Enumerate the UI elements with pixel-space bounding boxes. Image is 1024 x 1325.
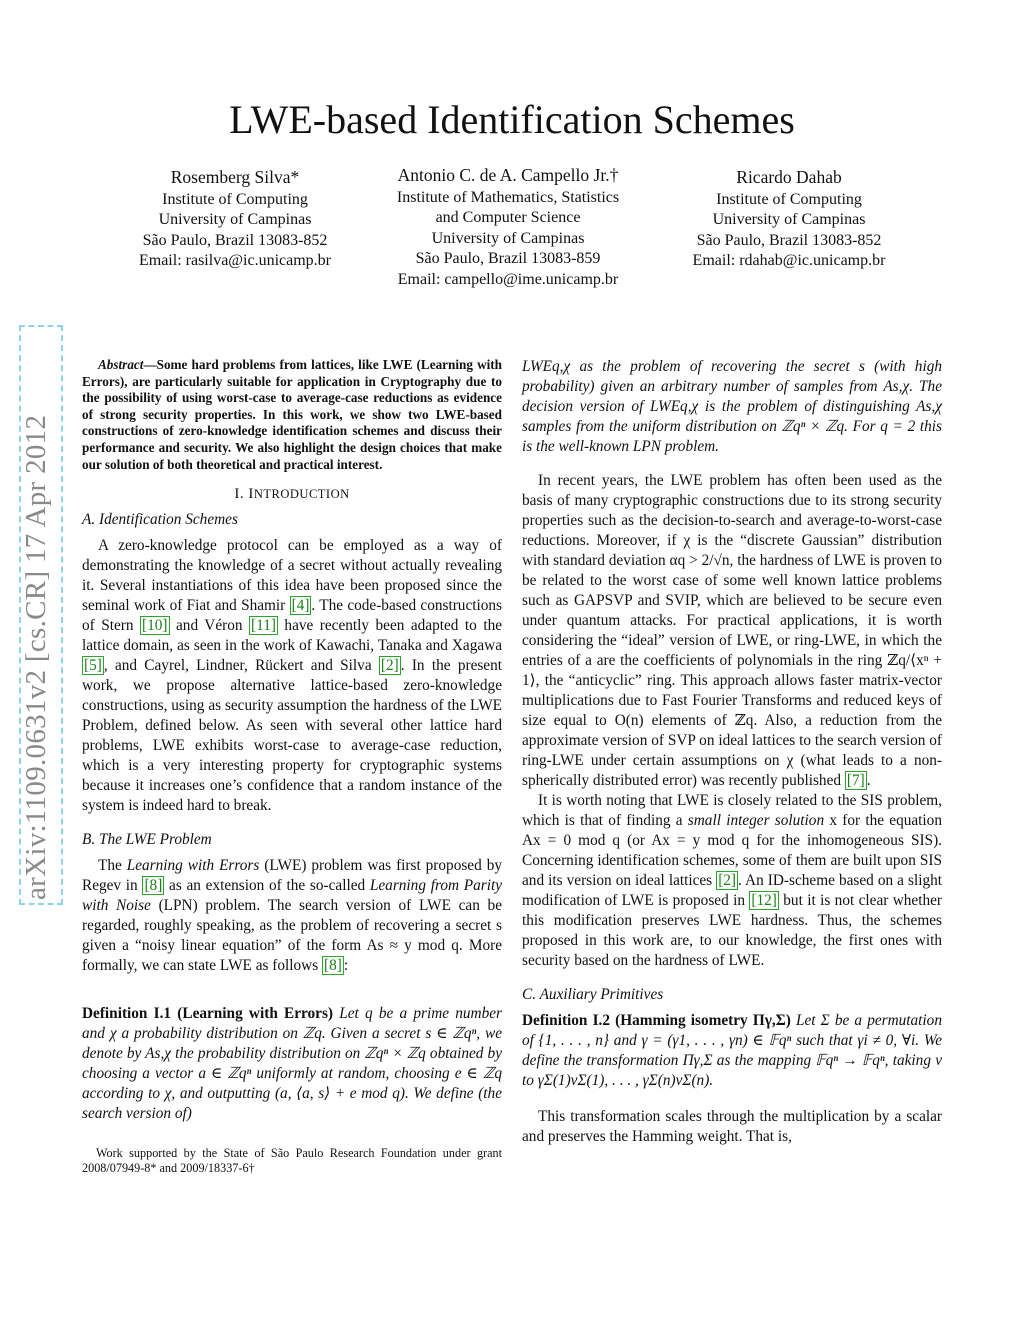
citation-link[interactable]: [11] bbox=[251, 617, 276, 635]
citation-link[interactable]: [12] bbox=[751, 892, 777, 909]
author-affiliation: Institute of Computing bbox=[716, 190, 862, 208]
text-italic: Learning from Parity with Noise bbox=[82, 877, 502, 915]
right-column bbox=[522, 357, 942, 1147]
text-run: : bbox=[343, 957, 349, 975]
text-run: In recent years, the LWE problem has often been used as the basis of many cryptographic constructions due to its strong security properties such as the decision-to-search and average-to-worst-case reductions. Moreover, if χ is the “discrete Gaussian” distribution with standard deviation αq > 2/√n, the hardness of LWE is proven to be related to the worst case of some well known lattice problems such as GAPSVP and SVIP, which are believed to be secure even under quantum attacks. For practical applications, it is worth considering the “ideal” version of LWE, or ring-LWE, in which the entries of a are the coefficients of polynomials in the ring ℤq/⟨xⁿ + 1⟩, the “anticyclic” ring. This approach allows faster matrix-vector multiplications due to Fast Fourier Transforms and reduced keys of size equal to O(n) elements of ℤq. Also, a reduction from the approximate version of SVP on ideal lattices to the search version of ring-LWE under certain assumptions on χ (what leads to a non-spherically distributed error) was recently published bbox=[522, 472, 942, 789]
definition-body: Let Σ be a permutation of {1, . . . , n} and γ = (γ1, . . . , γn) ∈ 𝔽qⁿ such that γi ≠ 0, ∀i. We define the transformation Πγ,Σ as the mapping 𝔽qⁿ → 𝔽qⁿ, taking v to γΣ(1)vΣ(1), . . . , γΣ(n)vΣ(n). bbox=[522, 1012, 942, 1089]
paragraph-lwe-problem bbox=[82, 856, 502, 976]
author-name: Rosemberg Silva* bbox=[170, 167, 300, 187]
left-column bbox=[82, 357, 502, 1176]
author-block-3 bbox=[676, 167, 902, 272]
paragraph-lwe-recent bbox=[522, 471, 942, 791]
text-italic: Learning with Errors bbox=[126, 857, 260, 875]
definition-lwe bbox=[82, 1004, 502, 1124]
text-run: . bbox=[866, 772, 871, 789]
citation-link[interactable]: [5] bbox=[84, 657, 102, 675]
abstract-lead: Abstract bbox=[98, 357, 144, 372]
text-run: x for the equation Ax = 0 mod q (or Ax = y mod q for the inhomogeneous SIS). Concerning identification schemes, some of them are built upon SIS and its version on ideal lattices bbox=[522, 812, 942, 889]
text-run: . The code-based constructions of Stern bbox=[82, 597, 502, 635]
author-affiliation: University of Campinas bbox=[431, 229, 585, 247]
section-number: I. bbox=[234, 486, 245, 503]
citation-link[interactable]: [10] bbox=[142, 617, 168, 635]
text-run: , and Cayrel, Lindner, Rückert and Silva bbox=[103, 657, 379, 675]
subsection-heading-b: B. The LWE Problem bbox=[82, 831, 212, 849]
author-name: Antonio C. de A. Campello Jr.† bbox=[397, 165, 619, 185]
text-run: have recently been adapted to the lattice domain, as seen in the work of Kawachi, Tanaka and Xagawa bbox=[82, 617, 503, 655]
paper-title: LWE-based Identification Schemes bbox=[229, 97, 795, 142]
author-affiliation: University of Campinas bbox=[712, 211, 866, 229]
author-address: São Paulo, Brazil 13083-852 bbox=[696, 231, 882, 249]
text-run: but it is not clear whether this modification preserves LWE hardness. Thus, the schemes proposed in this work are, to our knowledge, the first ones with security based on the hardness of LWE. bbox=[522, 892, 942, 969]
author-affiliation: and Computer Science bbox=[435, 209, 581, 227]
definition-head: Definition I.2 (Hamming isometry Πγ,Σ) bbox=[522, 1012, 791, 1029]
author-name: Ricardo Dahab bbox=[736, 167, 842, 187]
paragraph-identification bbox=[82, 536, 502, 816]
author-affiliation: University of Campinas bbox=[158, 211, 312, 229]
spacer bbox=[522, 457, 942, 471]
author-block-2 bbox=[370, 165, 646, 291]
abstract-text: —Some hard problems from lattices, like LWE (Learning with Errors), are particularly suitable for application in Cryptography due to the possibility of using worst-case to average-case reductions as evidence of strong security properties. In this work, we show two LWE-based constructions of zero-knowledge identification schemes and discuss their performance and security. We also highlight the design choices that make our solution of both theoretical and practical interest. bbox=[82, 357, 502, 472]
definition-hamming bbox=[522, 1011, 942, 1091]
text-run: (LWE) problem was first proposed by Regev in bbox=[82, 857, 502, 895]
paragraph-sis bbox=[522, 791, 942, 971]
subsection-heading-a: A. Identification Schemes bbox=[82, 511, 238, 529]
spacer bbox=[82, 816, 502, 830]
abstract bbox=[82, 357, 502, 473]
author-affiliation: Institute of Computing bbox=[162, 190, 308, 208]
text-run: . An ID-scheme based on a slight modification of LWE is proposed in bbox=[522, 872, 942, 909]
definition-lwe-continued: LWEq,χ as the problem of recovering the secret s (with high probability) given an arbitrary number of samples from As,χ. The decision version of LWEq,χ is the problem of distinguishing As,χ samples from the uniform distribution on ℤqⁿ × ℤq. For q = 2 this is the well-known LPN problem. bbox=[522, 358, 942, 455]
citation-link[interactable]: [8] bbox=[324, 957, 342, 975]
spacer bbox=[522, 1091, 942, 1107]
text-run: (LPN) problem. The search version of LWE can be regarded, roughly speaking, as the problem of recovering a secret s given a “noisy linear equation” of the form As ≈ y mod q. More formally, we can state LWE as follows bbox=[82, 897, 502, 975]
definition-head: Definition I.1 (Learning with Errors) bbox=[82, 1005, 334, 1023]
text-run: . In the present work, we propose alternative lattice-based zero-knowledge constructions, using as security assumption the hardness of the LWE Problem, defined below. As seen with several other lattice hard problems, LWE exhibits worst-case to average-case reduction, which is a very interesting property for cryptographic systems because it increases one’s confidence that a random instance of the system is indeed hard to break. bbox=[82, 657, 502, 815]
author-email: Email: campello@ime.unicamp.br bbox=[397, 270, 619, 288]
text-italic: small integer solution bbox=[687, 812, 825, 829]
author-block-1 bbox=[122, 167, 348, 272]
text-run: A zero-knowledge protocol can be employed as a way of demonstrating the knowledge of a secret without actually revealing it. Several instantiations of this idea have been proposed since the seminal work of Fiat and Shamir bbox=[82, 537, 502, 615]
citation-link[interactable]: [7] bbox=[846, 772, 865, 789]
text-run: and Véron bbox=[169, 617, 250, 635]
section-cap: I bbox=[248, 486, 254, 503]
arxiv-stamp[interactable]: arXiv:1109.0631v2 [cs.CR] 17 Apr 2012 bbox=[20, 414, 52, 900]
citation-link[interactable]: [4] bbox=[291, 597, 310, 615]
section-smallcaps: NTRODUCTION bbox=[253, 487, 350, 502]
text-run: It is worth noting that LWE is closely related to the SIS problem, which is that of finding a bbox=[522, 792, 942, 829]
author-email: Email: rdahab@ic.unicamp.br bbox=[692, 252, 886, 270]
author-email: Email: rasilva@ic.unicamp.br bbox=[138, 252, 331, 270]
definition-body: Let q be a prime number and χ a probability distribution on ℤq. Given a secret s ∈ ℤqⁿ, we denote by As,χ the probability distribution on ℤqⁿ × ℤq obtained by choosing a vector a ∈ ℤqⁿ uniformly at random, choosing e ∈ ℤq according to χ, and outputting (a, ⟨a, s⟩ + e mod q). We define (the search version of) bbox=[82, 1005, 502, 1123]
text-run: The bbox=[98, 857, 127, 875]
author-address: São Paulo, Brazil 13083-859 bbox=[415, 250, 601, 268]
paragraph-transformation: This transformation scales through the multiplication by a scalar and preserves the Hamming weight. That is, bbox=[522, 1108, 942, 1145]
citation-link[interactable]: [2] bbox=[718, 872, 737, 889]
text-run: as an extension of the so-called bbox=[164, 877, 370, 895]
author-address: São Paulo, Brazil 13083-852 bbox=[142, 231, 328, 249]
section-heading-introduction bbox=[82, 484, 502, 504]
citation-link[interactable]: [8] bbox=[144, 877, 163, 895]
citation-link[interactable]: [2] bbox=[380, 657, 399, 675]
footnote: Work supported by the State of São Paulo Research Foundation under grant 2008/07949-8* and 2009/18337-6† bbox=[82, 1146, 502, 1176]
spacer bbox=[82, 976, 502, 992]
author-affiliation: Institute of Mathematics, Statistics bbox=[396, 188, 620, 206]
spacer bbox=[522, 971, 942, 985]
subsection-heading-c: C. Auxiliary Primitives bbox=[522, 986, 664, 1003]
